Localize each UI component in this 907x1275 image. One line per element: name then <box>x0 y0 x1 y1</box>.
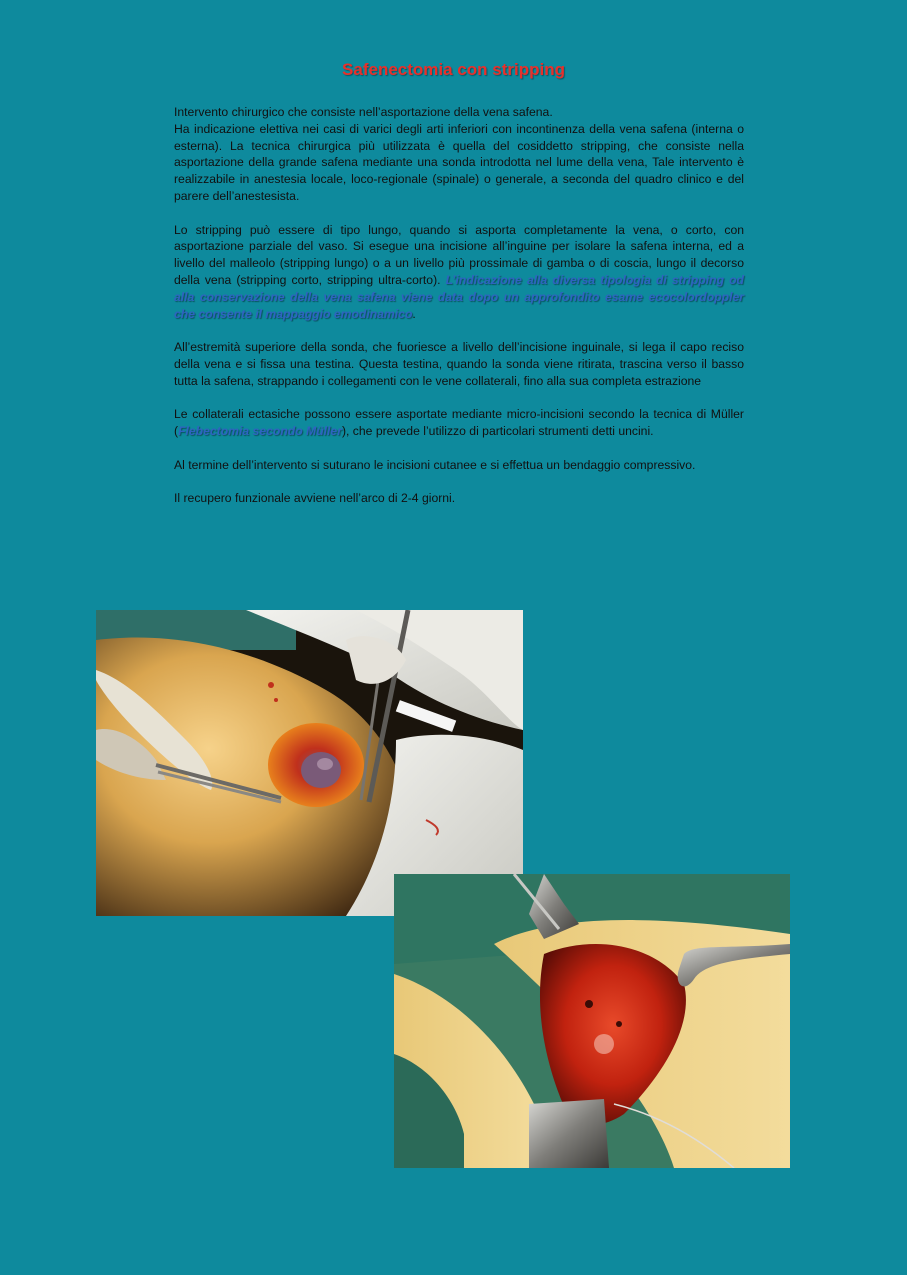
article-body <box>174 104 744 524</box>
emphasis-ecocolordoppler: L’indicazione alla diversa tipologia di stripping od alla conservazione della vena safena viene data dopo un approfondito esame ecocolordoppler che consente il mappaggio emodinamico <box>174 272 744 321</box>
surgery-photo-2-graphic <box>394 874 790 1168</box>
intro-details: Ha indicazione elettiva nei casi di varici degli arti inferiori con incontinenza della vena safena (interna o esterna). La tecnica chirurgica più utilizzata è quella del cosiddetto stripping, che consiste nella asportazione della grande safena mediante una sonda introdotta nel lume della vena, Tale intervento è realizzabile in anestesia locale, loco-regionale (spinale) o generale, a seconda del quadro clinico e del parere dell’anestesista. <box>174 121 744 203</box>
page-title: Safenectomia con stripping <box>342 60 565 79</box>
emphasis-flebectomia: Flebectomia secondo Müller <box>178 424 342 439</box>
surgery-photo-inguinal-incision <box>96 610 523 916</box>
paragraph-closure: Al termine dell’intervento si suturano le incisioni cutanee e si effettua un bendaggio compressivo. <box>174 457 696 472</box>
paragraph-stripping-types <box>174 222 744 323</box>
stripping-types-text: Lo stripping può essere di tipo lungo, quando si asporta completamente la vena, o corto, con asportazione parziale del vaso. Si esegue una incisione all’inguine per isolare la safena interna, ed a livello del malleolo (stripping lungo) o a un livello più prossimale di gamba o di coscia, lungo il decorso della vena (stripping corto, stripping ultra-corto). <box>174 222 744 287</box>
paragraph-recovery: Il recupero funzionale avviene nell’arco di 2-4 giorni. <box>174 491 456 506</box>
paragraph-intro <box>174 104 744 205</box>
intro-sentence: Intervento chirurgico che consiste nell’asportazione della vena safena. <box>174 105 553 119</box>
collaterals-end: ), che prevede l’utilizzo di particolari strumenti detti uncini. <box>341 424 654 439</box>
collaterals-text: Le collaterali ectasiche possono essere asportate mediante micro-incisioni secondo la tecnica di Müller ( <box>174 407 744 439</box>
paragraph-probe: All’estremità superiore della sonda, che fuoriesce a livello dell’incisione inguinale, si lega il capo reciso della vena e si fissa una testina. Questa testina, quando la sonda viene ritirata, trascina verso il basso tutta la safena, strappando i collegamenti con le vene collaterali, fino alla sua completa estrazione <box>174 340 744 388</box>
paragraph-collaterals <box>174 406 744 440</box>
surgery-photo-1-graphic <box>96 610 523 916</box>
surgery-photo-retractors <box>394 874 790 1168</box>
stripping-types-end: . <box>412 306 416 321</box>
